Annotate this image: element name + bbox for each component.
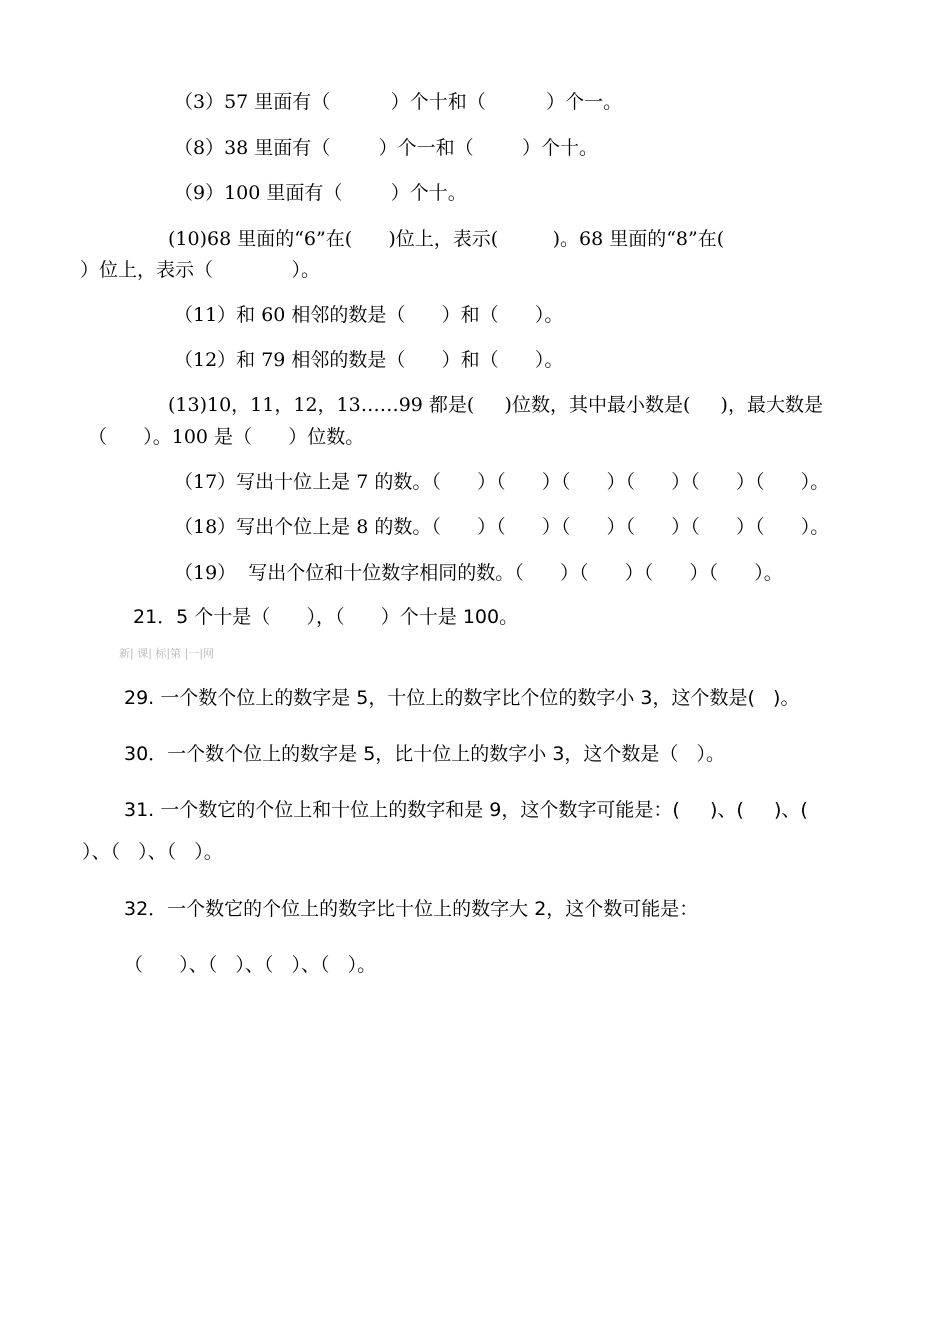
question-9: （9）100 里面有（ ）个十。 [174, 182, 467, 204]
question-21: 21．5 个十是（ ），（ ）个十是 100。 [133, 606, 519, 628]
question-19: （19） 写出个位和十位数字相同的数。（ ）（ ）（ ）（ ）。 [174, 562, 783, 584]
question-18: （18）写出个位上是 8 的数。（ ）（ ）（ ）（ ）（ ）（ ）。 [174, 516, 830, 538]
question-32-line-1: 32．一个数它的个位上的数字比十位上的数字大 2，这个数可能是： [124, 898, 699, 920]
watermark-text: 新| 课| 标|第 |一|网 [119, 647, 215, 660]
question-10-line-2: ）位上，表示（ ）。 [80, 259, 321, 281]
question-29: 29. 一个数个位上的数字是 5，十位上的数字比个位的数字小 3，这个数是( )。 [124, 687, 800, 709]
question-12: （12）和 79 相邻的数是（ ）和（ ）。 [174, 349, 564, 371]
question-31-line-2: ）、（ ）、（ ）。 [82, 841, 223, 863]
question-13-line-1: (13)10，11，12，13……99 都是( )位数，其中最小数是( )，最大数是 [168, 394, 823, 416]
question-3: （3）57 里面有（ ）个十和（ ）个一。 [174, 91, 623, 113]
question-8: （8）38 里面有（ ）个一和（ ）个十。 [174, 137, 598, 159]
question-17: （17）写出十位上是 7 的数。（ ）（ ）（ ）（ ）（ ）（ ）。 [174, 471, 830, 493]
question-11: （11）和 60 相邻的数是（ ）和（ ）。 [174, 304, 564, 326]
question-32-line-2: （ ）、（ ）、（ ）、（ ）。 [124, 954, 377, 976]
question-13-line-2: （ ）。100 是（ ）位数。 [88, 426, 365, 448]
question-30: 30．一个数个位上的数字是 5，比十位上的数字小 3，这个数是（ ）。 [124, 743, 726, 765]
question-31-line-1: 31. 一个数它的个位上和十位上的数字和是 9，这个数字可能是：( )、( )、( [124, 799, 808, 821]
question-10-line-1: (10)68 里面的“6”在( )位上，表示( )。68 里面的“8”在( [168, 228, 725, 250]
